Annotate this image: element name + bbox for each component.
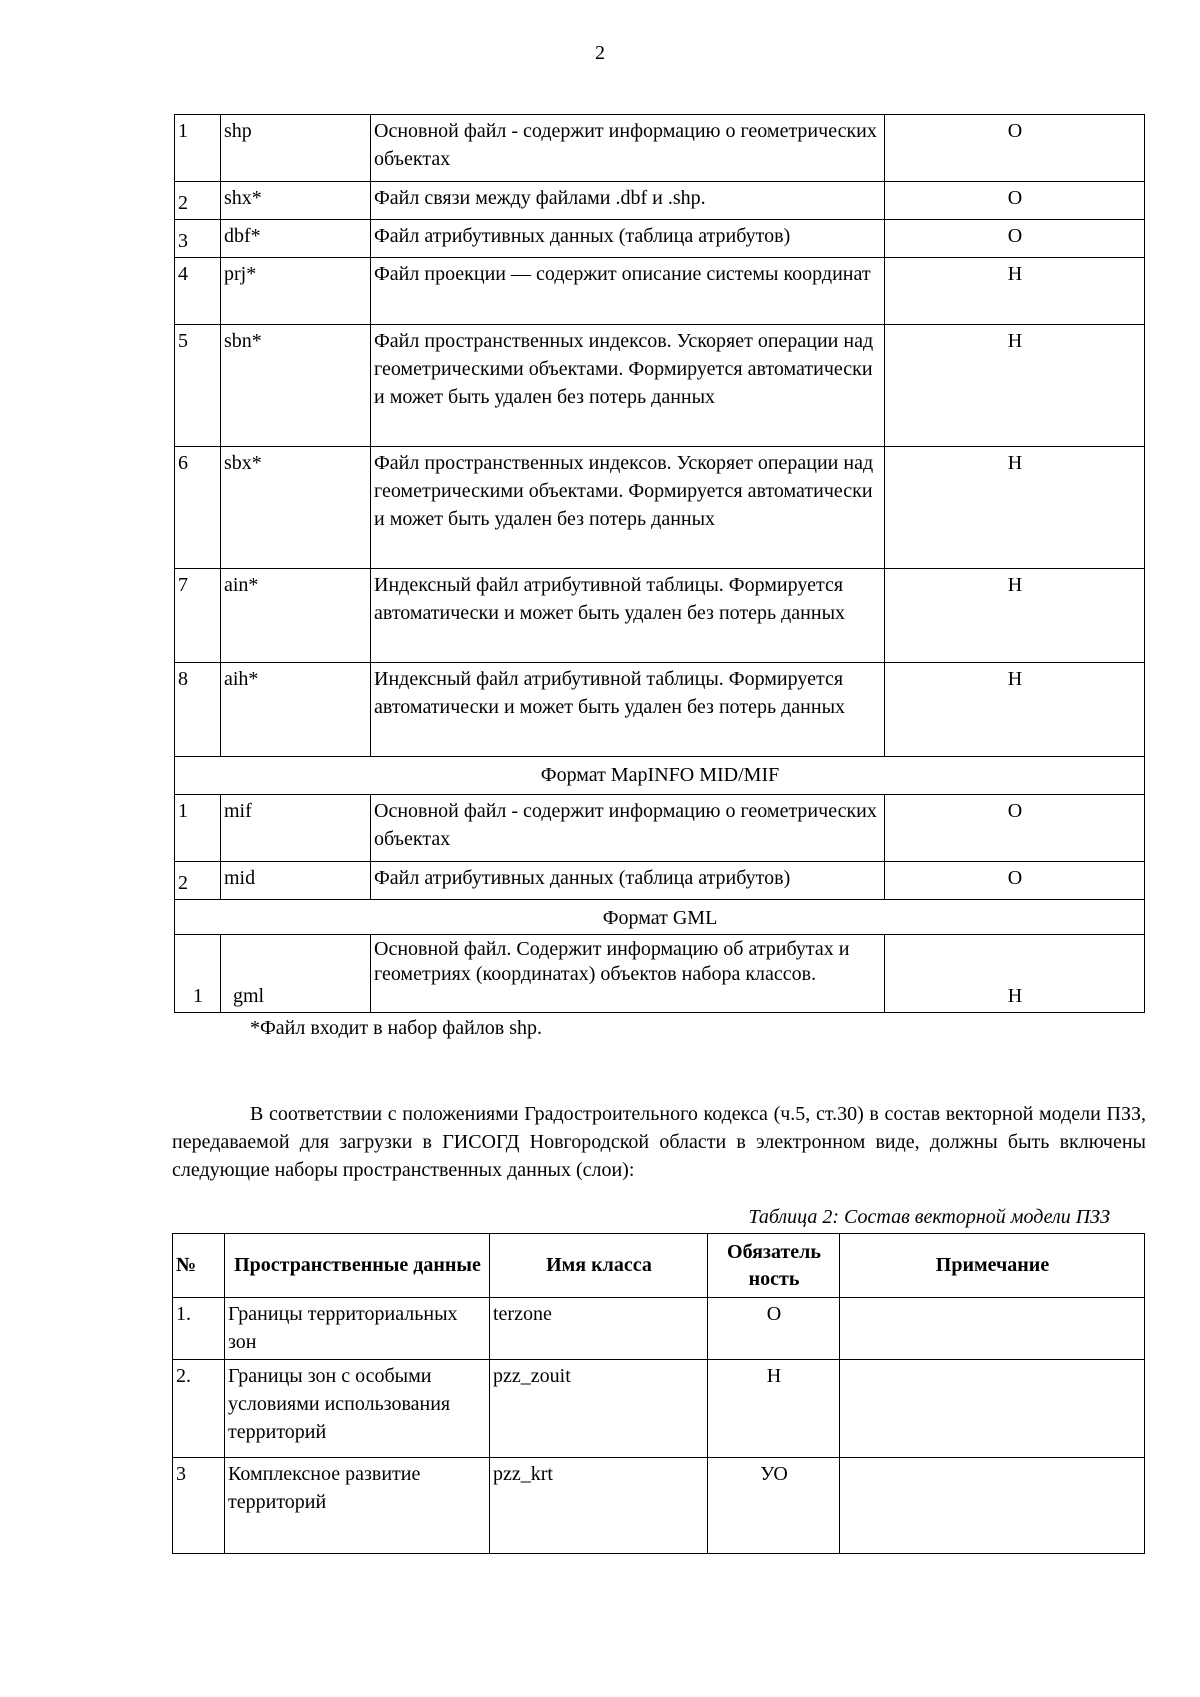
- mandatory: УО: [708, 1458, 840, 1554]
- table-row: [175, 182, 1145, 220]
- file-description: Файл пространственных индексов. Ускоряет операции над геометрическими объектами. Формируется автоматически и может быть удален без потерь данных: [371, 325, 885, 447]
- file-extension: aih*: [221, 663, 371, 757]
- file-description: Файл пространственных индексов. Ускоряет операции над геометрическими объектами. Формируется автоматически и может быть удален без потерь данных: [371, 447, 885, 569]
- row-number: 2: [175, 862, 221, 900]
- note: [840, 1360, 1145, 1458]
- section-row: [175, 757, 1145, 795]
- file-extension: mid: [221, 862, 371, 900]
- row-number: 3: [175, 220, 221, 258]
- file-description: Файл проекции — содержит описание системы координат: [371, 258, 885, 325]
- requirement: О: [885, 182, 1145, 220]
- table-row: [175, 663, 1145, 757]
- table-row: [175, 935, 1145, 1013]
- table-row: [175, 220, 1145, 258]
- file-description: Файл атрибутивных данных (таблица атрибутов): [371, 862, 885, 900]
- file-extension: prj*: [221, 258, 371, 325]
- file-description: Индексный файл атрибутивной таблицы. Формируется автоматически и может быть удален без потерь данных: [371, 569, 885, 663]
- file-description: Файл атрибутивных данных (таблица атрибутов): [371, 220, 885, 258]
- file-extension: gml: [221, 935, 371, 1013]
- requirement: Н: [885, 325, 1145, 447]
- file-extension: ain*: [221, 569, 371, 663]
- mandatory: О: [708, 1298, 840, 1360]
- file-extension: shx*: [221, 182, 371, 220]
- section-gml-title: Формат GML: [175, 900, 1145, 935]
- row-number: 3: [173, 1458, 225, 1554]
- header-class-name: Имя класса: [490, 1234, 708, 1298]
- file-description: Основной файл - содержит информацию о геометрических объектах: [371, 115, 885, 182]
- spatial-data: Границы территориальных зон: [225, 1298, 490, 1360]
- table-caption: Таблица 2: Состав векторной модели ПЗЗ: [748, 1206, 1110, 1228]
- table-row: [175, 447, 1145, 569]
- row-number: 2.: [173, 1360, 225, 1458]
- table-row: [175, 115, 1145, 182]
- note: [840, 1298, 1145, 1360]
- row-number: 4: [175, 258, 221, 325]
- spatial-data: Границы зон с особыми условиями использования территорий: [225, 1360, 490, 1458]
- vector-model-table: [172, 1233, 1145, 1554]
- file-description: Файл связи между файлами .dbf и .shp.: [371, 182, 885, 220]
- requirement: О: [885, 220, 1145, 258]
- row-number: 6: [175, 447, 221, 569]
- table-row: [175, 569, 1145, 663]
- requirement: Н: [885, 447, 1145, 569]
- row-number: 5: [175, 325, 221, 447]
- table-row: [175, 258, 1145, 325]
- table-row: [173, 1458, 1145, 1554]
- header-spatial-data: Пространственные данные: [225, 1234, 490, 1298]
- note: [840, 1458, 1145, 1554]
- file-extension: dbf*: [221, 220, 371, 258]
- requirement: Н: [885, 663, 1145, 757]
- body-paragraph: [172, 1100, 1146, 1184]
- row-number: 1: [175, 795, 221, 862]
- file-extension: mif: [221, 795, 371, 862]
- row-number: 1.: [173, 1298, 225, 1360]
- requirement: О: [885, 795, 1145, 862]
- row-number: 2: [175, 182, 221, 220]
- footnote: *Файл входит в набор файлов shp.: [250, 1017, 543, 1039]
- table-row: [173, 1360, 1145, 1458]
- class-name: pzz_zouit: [490, 1360, 708, 1458]
- table-row: [175, 795, 1145, 862]
- table-row: [173, 1298, 1145, 1360]
- requirement: Н: [885, 569, 1145, 663]
- file-extension: sbx*: [221, 447, 371, 569]
- header-number: №: [173, 1234, 225, 1298]
- section-mapinfo-title: Формат MapINFO MID/MIF: [175, 757, 1145, 795]
- table-row: [175, 325, 1145, 447]
- spatial-data: Комплексное развитие территорий: [225, 1458, 490, 1554]
- file-description: Основной файл. Содержит информацию об атрибутах и геометриях (координатах) объектов набора классов.: [371, 935, 885, 1013]
- requirement: О: [885, 115, 1145, 182]
- row-number: 1: [175, 935, 221, 1013]
- page-number: 2: [595, 42, 605, 64]
- file-formats-table: [174, 114, 1145, 1013]
- class-name: terzone: [490, 1298, 708, 1360]
- table-header-row: [173, 1234, 1145, 1298]
- row-number: 1: [175, 115, 221, 182]
- file-extension: shp: [221, 115, 371, 182]
- file-extension: sbn*: [221, 325, 371, 447]
- table-row: [175, 862, 1145, 900]
- row-number: 7: [175, 569, 221, 663]
- header-mandatory: Обязатель ность: [708, 1234, 840, 1298]
- requirement: О: [885, 862, 1145, 900]
- mandatory: Н: [708, 1360, 840, 1458]
- header-note: Примечание: [840, 1234, 1145, 1298]
- class-name: pzz_krt: [490, 1458, 708, 1554]
- file-description: Основной файл - содержит информацию о геометрических объектах: [371, 795, 885, 862]
- paragraph-text: В соответствии с положениями Градостроительного кодекса (ч.5, ст.30) в состав векторной модели ПЗЗ, передаваемой для загрузки в ГИСОГД Новгородской области в электронном виде, должны быть включены следующие наборы пространственных данных (слои):: [172, 1103, 1146, 1181]
- requirement: Н: [885, 258, 1145, 325]
- row-number: 8: [175, 663, 221, 757]
- file-description: Индексный файл атрибутивной таблицы. Формируется автоматически и может быть удален без потерь данных: [371, 663, 885, 757]
- section-row: [175, 900, 1145, 935]
- requirement: Н: [885, 935, 1145, 1013]
